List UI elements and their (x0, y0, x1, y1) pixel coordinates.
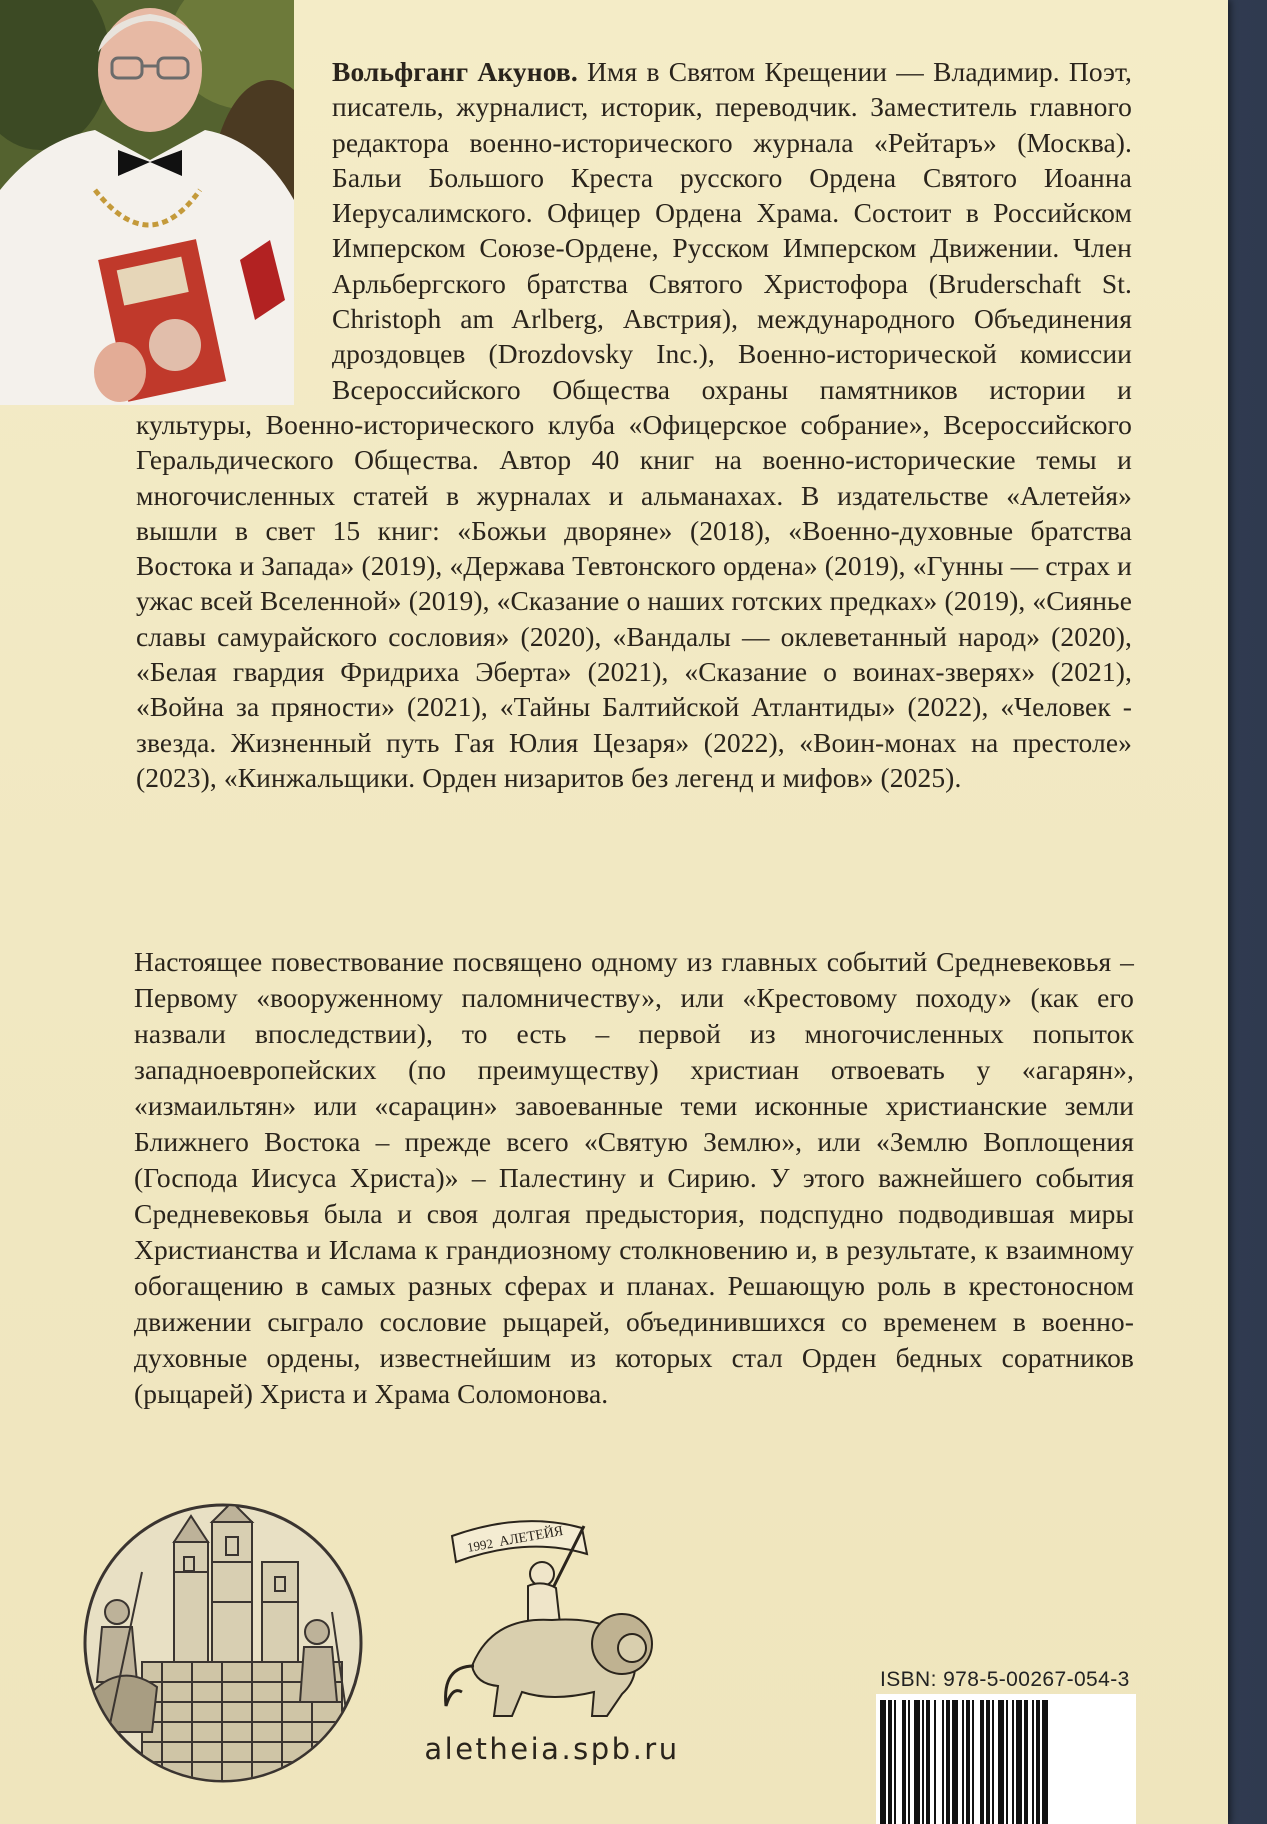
barcode-bar (952, 1700, 958, 1824)
barcode-bar (1006, 1700, 1008, 1824)
author-name: Вольфганг Акунов. (332, 56, 578, 87)
barcode-bar (922, 1700, 924, 1824)
barcode-bar (1036, 1700, 1040, 1824)
barcode-bar (1012, 1700, 1014, 1824)
barcode-bar (1016, 1700, 1022, 1824)
medieval-seal-illustration (82, 1502, 364, 1784)
barcode-bar (998, 1700, 1004, 1824)
barcode-bar (992, 1700, 994, 1824)
logo-year: 1992 (465, 1535, 495, 1555)
barcode-bar (1032, 1700, 1034, 1824)
barcode-bar (894, 1700, 896, 1824)
aletheia-lion-logo (432, 1516, 672, 1726)
author-biography (136, 54, 1132, 795)
barcode-bar (1024, 1700, 1028, 1824)
barcode-bar (914, 1700, 920, 1824)
barcode-bar (972, 1700, 974, 1824)
barcode-bar (902, 1700, 906, 1824)
barcode-bar (980, 1700, 984, 1824)
publisher-url[interactable]: aletheia.spb.ru (424, 1732, 680, 1766)
barcode-bar (986, 1700, 990, 1824)
barcode-bar (942, 1700, 944, 1824)
barcode-bar (908, 1700, 910, 1824)
barcode-bar (946, 1700, 950, 1824)
barcode-bar (888, 1700, 892, 1824)
barcode-bar (934, 1700, 936, 1824)
barcode-bar (966, 1700, 970, 1824)
isbn-barcode (876, 1694, 1136, 1824)
photo-spacer (136, 54, 332, 404)
barcode-bar (926, 1700, 930, 1824)
isbn-number: ISBN: 978-5-00267-054-3 (880, 1668, 1130, 1691)
barcode-bar (880, 1700, 886, 1824)
barcode-bar (1042, 1700, 1048, 1824)
logo-name: АЛЕТЕЙЯ (498, 1523, 565, 1550)
book-description: Настоящее повествование посвящено одному из главных событий Средневековья – Первому «вооруженному паломничеству», или «Крестовому походу» (как его назвали впоследствии), то есть – первой из многочисленных попыток западноевропейских (по преимуществу) христиан отвоевать у «агарян», «измаильтян» или «сарацин» завоеванные теми исконные христианские земли Ближнего Востока – прежде всего «Святую Землю», или «Землю Воплощения (Господа Иисуса Христа)» – Палестину и Сирию. У этого важнейшего события Средневековья была и своя долгая предыстория, подспудно подводившая миры Христианства и Ислама к грандиозному столкновению и, в результате, к взаимному обогащению в самых разных сферах и планах. Решающую роль в крестоносном движении сыграло сословие рыцарей, объединившихся со временем в военно-духовные ордены, известнейшим из которых стал Орден бедных соратников (рыцарей) Христа и Храма Соломонова. (134, 946, 1134, 1409)
barcode-bar (962, 1700, 964, 1824)
author-bio: Имя в Святом Крещении — Владимир. Поэт, писатель, журналист, историк, переводчик. Заместитель главного редактора военно-исторического журнала «Рейтаръ» (Москва). Бальи Большого Креста русского Ордена Святого Иоанна Иерусалимского. Офицер Ордена Храма. Состоит в Российском Имперском Союзе-Ордене, Русском Имперском Движении. Член Арльбергского братства Святого Христофора (Bruderschaft St. Christoph am Arlberg, Австрия), международного Объединения дроздовцев (Drozdovsky Inc.), Военно-исторической комиссии Всероссийского Общества охраны памятников истории и культуры, Военно-исторического клуба «Офицерское собрание», Всероссийского Геральдического Общества. Автор 40 книг на военно-исторические темы и многочисленных статей в журналах и альманахах. В издательстве «Алетейя» вышли в свет 15 книг: «Божьи дворяне» (2018), «Военно-духовные братства Востока и Запада» (2019), «Держава Тевтонского ордена» (2019), «Гунны — страх и ужас всей Вселенной» (2019), «Сказание о наших готских предках» (2019), «Сиянье славы самурайского сословия» (2020), «Вандалы — оклеветанный народ» (2020), «Белая гвардия Фридриха Эберта» (2021), «Сказание о воинах-зверях» (2021), «Война за пряности» (2021), «Тайны Балтийской Атлантиды» (2022), «Человек - звезда. Жизненный путь Гая Юлия Цезаря» (2022), «Воин-монах на престоле» (2023), «Кинжальщики. Орден низаритов без легенд и мифов» (2025). (136, 56, 1132, 793)
